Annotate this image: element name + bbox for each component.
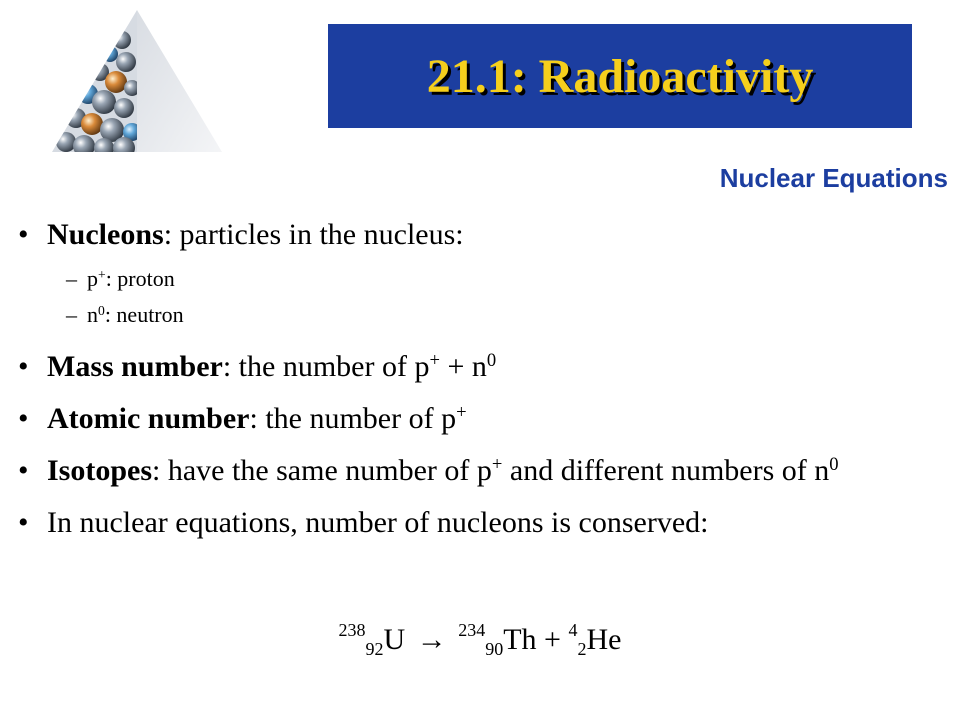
slide-subtitle: Nuclear Equations	[719, 163, 948, 193]
helium-symbol: He	[586, 623, 622, 656]
proton-charge: +	[98, 266, 106, 282]
reaction-arrow-icon: →	[416, 623, 447, 656]
thorium-symbol: Th	[503, 623, 537, 656]
text-atomic-number: : the number of p	[249, 402, 457, 435]
sup-plus: +	[491, 453, 503, 475]
bullet-dot-icon: •	[18, 402, 29, 435]
bullet-mass-number	[18, 350, 938, 384]
text-mass-number-mid: + n	[439, 350, 487, 383]
proton-symbol: p	[87, 266, 98, 291]
text-conservation: In nuclear equations, number of nucleons is conserved:	[47, 506, 709, 539]
bullet-nucleons	[18, 218, 938, 252]
uranium-symbol: U	[383, 623, 406, 656]
text-isotopes: : have the same number of p	[152, 454, 492, 487]
dash-icon: –	[66, 266, 77, 291]
sup-plus: +	[456, 401, 467, 423]
neutron-symbol: n	[87, 302, 98, 327]
bullet-isotopes	[18, 454, 938, 488]
dash-icon: –	[66, 302, 77, 327]
proton-label: : proton	[105, 266, 175, 291]
term-isotopes: Isotopes	[47, 454, 153, 487]
bullet-dot-icon: •	[18, 506, 29, 539]
bullet-dot-icon: •	[18, 350, 29, 383]
plus-sign: +	[536, 623, 569, 656]
thorium-atomic-number: 90	[485, 639, 504, 660]
bullet-dot-icon: •	[18, 454, 29, 487]
uranium-mass-number: 238	[338, 620, 366, 641]
neutron-charge: 0	[98, 302, 105, 318]
sup-zero: 0	[486, 349, 497, 371]
text-mass-number: : the number of p	[222, 350, 430, 383]
term-atomic-number: Atomic number	[47, 402, 250, 435]
sup-zero: 0	[829, 453, 839, 475]
uranium-atomic-number: 92	[365, 639, 384, 660]
thorium-mass-number: 234	[458, 620, 486, 641]
bullet-list	[18, 218, 938, 558]
bullet-dot-icon: •	[18, 218, 29, 251]
text-isotopes-mid: and different numbers of n	[502, 454, 830, 487]
neutron-label: : neutron	[104, 302, 184, 327]
term-mass-number: Mass number	[47, 350, 223, 383]
term-nucleons: Nucleons	[47, 218, 164, 251]
molecule-triangle-logo	[52, 10, 222, 155]
text-nucleons: : particles in the nucleus:	[163, 218, 464, 251]
nuclear-equation	[0, 620, 960, 660]
sub-bullet-proton	[18, 266, 938, 292]
sup-plus: +	[429, 349, 440, 371]
helium-atomic-number: 2	[577, 639, 587, 660]
sub-bullet-neutron	[18, 302, 938, 328]
bullet-atomic-number	[18, 402, 938, 436]
title-banner	[328, 24, 912, 128]
bullet-conservation	[18, 506, 938, 540]
helium-mass-number: 4	[568, 620, 578, 641]
slide-title: 21.1: Radioactivity	[426, 49, 814, 103]
